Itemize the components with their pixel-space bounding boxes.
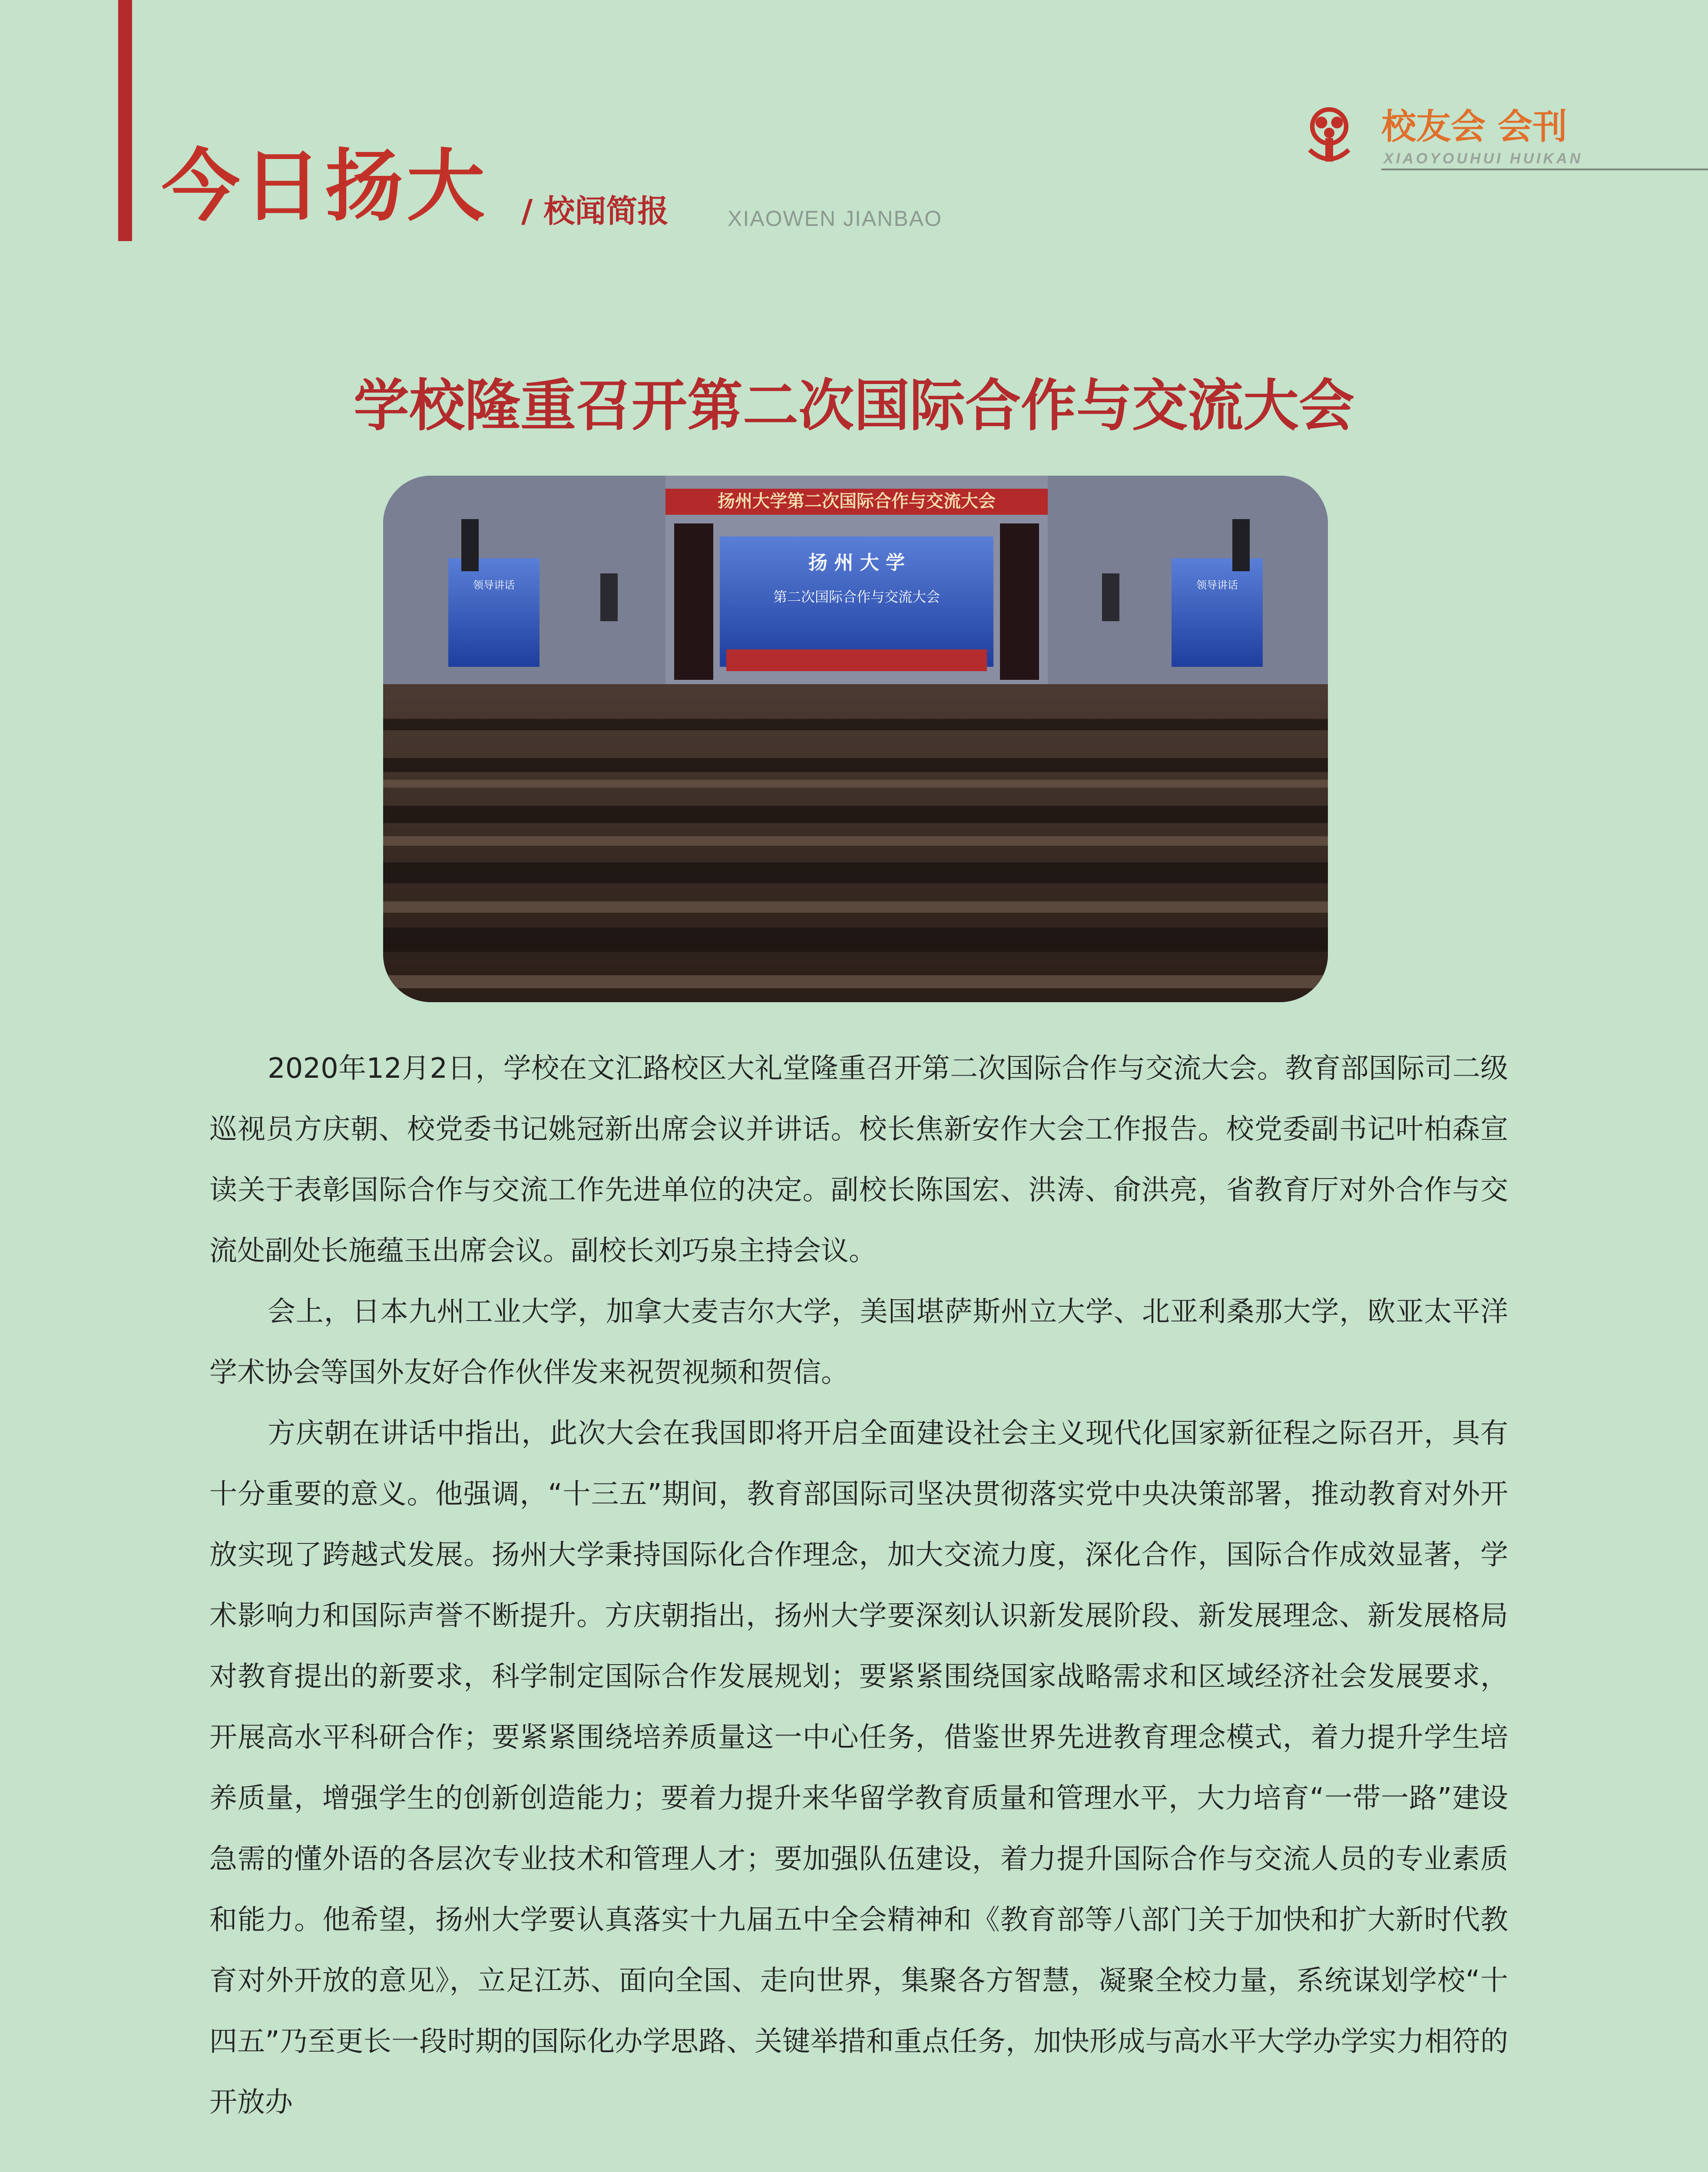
article-paragraph: 2020年12月2日，学校在文汇路校区大礼堂隆重召开第二次国际合作与交流大会。教育部国际司二级巡视员方庆朝、校党委书记姚冠新出席会议并讲话。校长焦新安作大会工作报告。校党委副书记叶柏森宣读关于表彰国际合作与交流工作先进单位的决定。副校长陈国宏、洪涛、俞洪亮，省教育厅对外合作与交流处副处长施蕴玉出席会议。副校长刘巧泉主持会议。 [209, 1053, 1508, 1267]
brand-name-en: XIAOYOUHUI HUIKAN [1384, 150, 1583, 167]
side-screen-right-text: 领导讲话 [1196, 579, 1238, 591]
article-paragraph: 方庆朝在讲话中指出，此次大会在我国即将开启全面建设社会主义现代化国家新征程之际召开，具有十分重要的意义。他强调，“十三五”期间，教育部国际司坚决贯彻落实党中央决策部署，推动教育对外开放实现了跨越式发展。扬州大学秉持国际化合作理念，加大交流力度，深化合作，国际合作成效显著，学术影响力和国际声誉不断提升。方庆朝指出，扬州大学要深刻认识新发展阶段、新发展理念、新发展格局对教育提出的新要求，科学制定国际合作发展规划；要紧紧围绕国家战略需求和区域经济社会发展要求，开展高水平科研合作；要紧紧围绕培养质量这一中心任务，借鉴世界先进教育理念模式，着力提升学生培养质量，增强学生的创新创造能力；要着力提升来华留学教育质量和管理水平，大力培育“一带一路”建设急需的懂外语的各层次专业技术和管理人才；要加强队伍建设，着力提升国际合作与交流人员的专业素质和能力。他希望，扬州大学要认真落实十九届五中全会精神和《教育部等八部门关于加快和扩大新时代教育对外开放的意见》，立足江苏、面向全国、走向世界，集聚各方智慧，凝聚全校力量，系统谋划学校“十四五”乃至更长一段时期的国际化办学思路、关键举措和重点任务，加快形成与高水平大学办学实力相符的开放办 [209, 1417, 1508, 2119]
conference-photo [383, 476, 1328, 1002]
article-headline: 学校隆重召开第二次国际合作与交流大会 [353, 373, 1354, 438]
header-accent-bar [118, 0, 132, 241]
article-paragraph: 会上，日本九州工业大学，加拿大麦吉尔大学，美国堪萨斯州立大学、北亚利桑那大学，欧亚太平洋学术协会等国外友好合作伙伴发来祝贺视频和贺信。 [209, 1296, 1508, 1389]
brand-divider [1381, 169, 1708, 170]
article-body [209, 1038, 1508, 2133]
section-title: 今日扬大 [162, 141, 489, 232]
alumni-logo-icon [1297, 104, 1362, 169]
side-screen-left-text: 领导讲话 [473, 579, 515, 591]
section-subtitle: / 校闻简报 [521, 193, 669, 229]
stage-banner-text: 扬州大学第二次国际合作与交流大会 [718, 491, 996, 511]
screen-title-text: 扬 州 大 学 [808, 552, 905, 574]
brand-name: 校友会 会刊 [1381, 106, 1567, 147]
section-subtitle-en: XIAOWEN JIANBAO [728, 206, 942, 231]
screen-subtitle-text: 第二次国际合作与交流大会 [773, 589, 940, 605]
